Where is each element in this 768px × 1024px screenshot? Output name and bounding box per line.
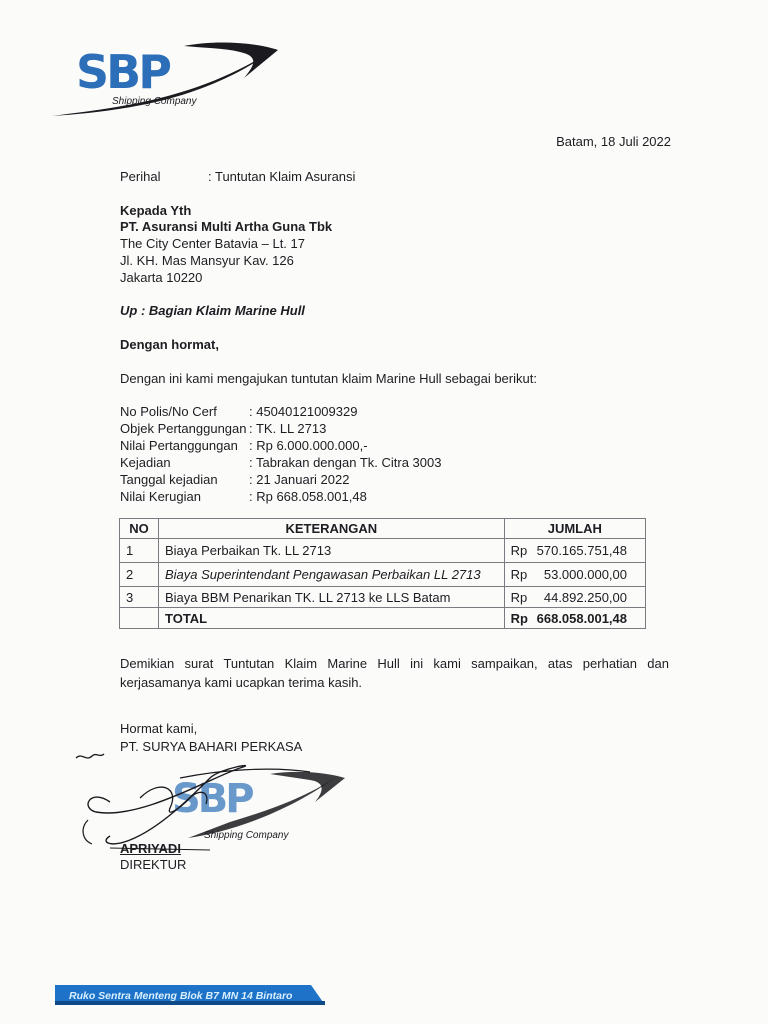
company-logo — [44, 38, 280, 122]
row-description: Biaya BBM Penarikan TK. LL 2713 ke LLS Batam — [159, 587, 505, 608]
row-amount: 570.165.751,48 — [531, 539, 646, 563]
handwritten-signature — [70, 748, 320, 852]
signatory-name: APRIYADI — [120, 841, 181, 856]
detail-label: Nilai Kerugian — [120, 489, 201, 504]
letter-date: Batam, 18 Juli 2022 — [556, 134, 671, 149]
recipient-address-line: Jakarta 10220 — [120, 270, 203, 285]
subject-label: Perihal — [120, 169, 161, 184]
footer-banner — [55, 985, 325, 1005]
table-total-row — [120, 608, 646, 629]
attention-line: Up : Bagian Klaim Marine Hull — [120, 303, 305, 318]
row-description: Biaya Perbaikan Tk. LL 2713 — [159, 539, 505, 563]
row-amount: 53.000.000,00 — [531, 563, 646, 587]
claims-table — [119, 518, 646, 629]
detail-row — [120, 420, 540, 437]
row-description: Biaya Superintendant Pengawasan Perbaikan LL 2713 — [159, 563, 505, 587]
row-currency: Rp — [504, 587, 531, 608]
row-currency: Rp — [504, 539, 531, 563]
header-amount: JUMLAH — [504, 519, 645, 539]
subject-row — [120, 168, 355, 185]
detail-row — [120, 488, 540, 505]
recipient-address-line: Jl. KH. Mas Mansyur Kav. 126 — [120, 253, 294, 268]
detail-row — [120, 471, 540, 488]
stamp-logo-text: SBP — [172, 776, 252, 822]
logo-tagline: Shipping Company — [112, 96, 197, 107]
row-no: 3 — [120, 587, 159, 608]
detail-value: : Rp 6.000.000.000,- — [249, 438, 368, 453]
detail-label: No Polis/No Cerf — [120, 404, 217, 419]
table-header-row — [120, 519, 646, 539]
logo-text: SBP — [76, 45, 169, 99]
detail-value: : Rp 668.058.001,48 — [249, 489, 367, 504]
stamp-tagline: Shipping Company — [204, 830, 289, 841]
recipient-greeting: Kepada Yth — [120, 203, 192, 218]
detail-label: Kejadian — [120, 455, 171, 470]
recipient-address-line: The City Center Batavia – Lt. 17 — [120, 236, 305, 251]
detail-value: : Tabrakan dengan Tk. Citra 3003 — [249, 455, 442, 470]
detail-value: : 21 Januari 2022 — [249, 472, 350, 487]
detail-row — [120, 403, 540, 420]
signatory-title: DIREKTUR — [120, 857, 187, 872]
table-row — [120, 539, 646, 563]
footer-address: Ruko Sentra Menteng Blok B7 MN 14 Bintaro — [69, 990, 293, 1002]
detail-label: Objek Pertanggungan — [120, 421, 247, 436]
detail-label: Nilai Pertanggungan — [120, 438, 238, 453]
recipient-company: PT. Asuransi Multi Artha Guna Tbk — [120, 219, 333, 234]
total-currency: Rp — [504, 608, 531, 629]
total-label: TOTAL — [159, 608, 505, 629]
header-no: NO — [120, 519, 159, 539]
row-amount: 44.892.250,00 — [531, 587, 646, 608]
row-currency: Rp — [504, 563, 531, 587]
subject-value: : Tuntutan Klaim Asuransi — [208, 169, 356, 184]
detail-value: : TK. LL 2713 — [249, 421, 327, 436]
salutation: Dengan hormat, — [120, 337, 219, 352]
detail-value: : 45040121009329 — [249, 404, 358, 419]
table-row — [120, 563, 646, 587]
row-no: 1 — [120, 539, 159, 563]
table-row — [120, 587, 646, 608]
regards-text: Hormat kami, — [120, 721, 198, 736]
detail-row — [120, 437, 540, 454]
total-amount: 668.058.001,48 — [531, 608, 646, 629]
row-no: 2 — [120, 563, 159, 587]
detail-row — [120, 454, 540, 471]
detail-label: Tanggal kejadian — [120, 472, 218, 487]
header-description: KETERANGAN — [159, 519, 505, 539]
signatory-company: PT. SURYA BAHARI PERKASA — [120, 739, 303, 754]
closing-paragraph: Demikian surat Tuntutan Klaim Marine Hull ini kami sampaikan, atas perhatian dan kerjasamanya kami ucapkan terima kasih. — [120, 656, 669, 690]
intro-text: Dengan ini kami mengajukan tuntutan klaim Marine Hull sebagai berikut: — [120, 371, 537, 386]
